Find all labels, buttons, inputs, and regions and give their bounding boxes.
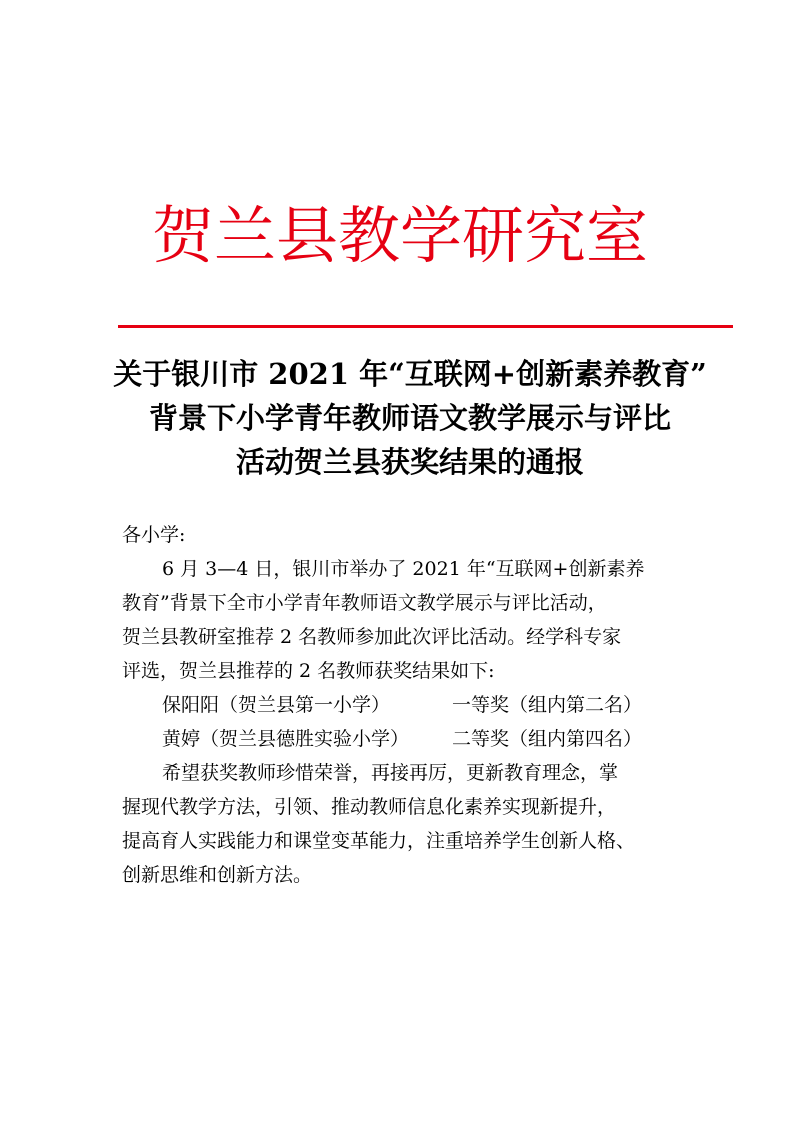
salutation: 各小学: bbox=[122, 524, 186, 546]
paragraph-line: 教育”背景下全市小学青年教师语文教学展示与评比活动， bbox=[122, 592, 607, 614]
paragraph-line: 评选，贺兰县推荐的 2 名教师获奖结果如下: bbox=[122, 660, 495, 682]
award-winner: 黄婷（贺兰县德胜实验小学） bbox=[162, 728, 410, 750]
paragraph-line: 握现代教学方法，引领、推动教师信息化素养实现新提升， bbox=[122, 796, 617, 818]
paragraph-line: 6 月 3—4 日，银川市举办了 2021 年“互联网+创新素养 bbox=[162, 558, 645, 580]
notice-title bbox=[100, 352, 720, 484]
award-prize: 一等奖（组内第二名） bbox=[452, 694, 643, 716]
paragraph-line: 希望获奖教师珍惜荣誉，再接再厉，更新教育理念，掌 bbox=[162, 762, 619, 784]
notice-body bbox=[122, 518, 702, 892]
award-entry bbox=[122, 688, 702, 722]
award-prize: 二等奖（组内第四名） bbox=[452, 728, 643, 750]
award-entry bbox=[122, 722, 702, 756]
paragraph-line: 提高育人实践能力和课堂变革能力，注重培养学生创新人格、 bbox=[122, 830, 636, 852]
title-line: 背景下小学青年教师语文教学展示与评比 bbox=[148, 401, 671, 435]
title-line: 关于银川市 2021 年“互联网+创新素养教育” bbox=[113, 357, 707, 391]
paragraph-line: 贺兰县教研室推荐 2 名教师参加此次评比活动。经学科专家 bbox=[122, 626, 622, 648]
paragraph-line: 创新思维和创新方法。 bbox=[122, 864, 313, 886]
masthead-organization: 贺兰县教学研究室 bbox=[151, 199, 648, 272]
masthead-divider bbox=[118, 325, 733, 328]
title-line: 活动贺兰县获奖结果的通报 bbox=[235, 445, 584, 479]
award-winner: 保阳阳（贺兰县第一小学） bbox=[162, 694, 391, 716]
